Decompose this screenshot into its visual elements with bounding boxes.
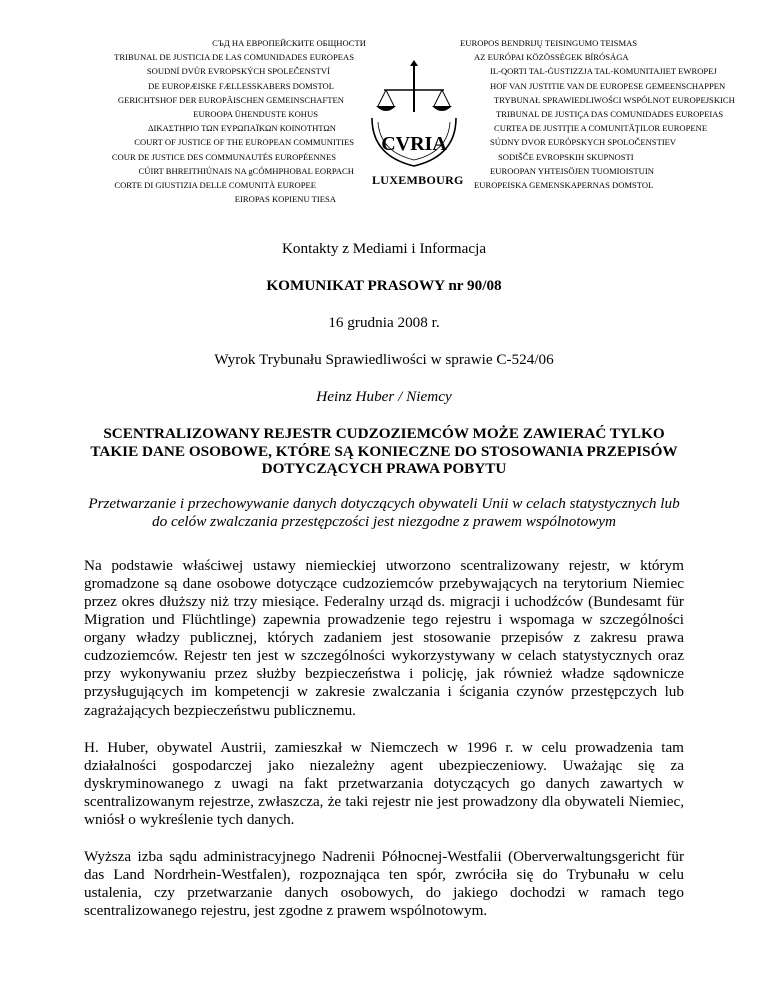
body-paragraph: Wyższa izba sądu administracyjnego Nadrenii Północnej-Westfalii (Oberverwaltungsgericht für das Land Nordrhein-Westfalen), rozpoznająca ten spór, zwróciła się do Trybunału w celu ustalenia, czy przetwarzanie danych osobowych, do jakiego dochodzi w ramach tego scentralizowanego rejestru, jest zgodne z prawem wspólnotowym. bbox=[84, 848, 684, 920]
court-name: IL-QORTI TAL-ĠUSTIZZJA TAL-KOMUNITAJIET EWROPEJ bbox=[490, 66, 717, 77]
curia-emblem-icon bbox=[364, 60, 464, 170]
court-name: TRIBUNAL DE JUSTICIA DE LAS COMUNIDADES EUROPEAS bbox=[114, 52, 354, 63]
press-release-title: KOMUNIKAT PRASOWY nr 90/08 bbox=[266, 277, 502, 294]
court-name: EUROOPA ÜHENDUSTE KOHUS bbox=[193, 108, 318, 119]
body-paragraph: Na podstawie właściwej ustawy niemieckiej utworzono scentralizowany rejestr, w którym gromadzone są dane osobowe dotyczące cudzoziemców przebywających na terytorium Niemiec przez okres dłuższy niż trzy miesiące. Federalny urząd ds. migracji i uchodźców (Bundesamt für Migration und Flüchtlinge) zapewnia prowadzenie tego rejestru i wspomaga w szczególności organy władzy publicznej, których zadaniem jest stosowanie przepisów z zakresu prawa cudzoziemców. Rejestr ten jest w szczególności wykorzystywany w celach statystycznych oraz przy wykonywaniu przez służby bezpieczeństwa i policję, jak również władze sądownicze przysługujących im kompetencji w zakresie zwalczania i ścigania czynów przestępczych lub zagrażających bezpieczeństwu publicznemu. bbox=[84, 556, 684, 719]
body-paragraph: H. Huber, obywatel Austrii, zamieszkał w Niemczech w 1996 r. w celu prowadzenia tam działalności gospodarczej jako niezależny agent ubezpieczeniowy. Uważając się za dyskryminowanego z uwagi na fakt przetwarzania dotyczących go danych zawartych w scentralizowanym rejestrze, zwłaszcza, że taki rejestr nie jest prowadzony dla obywateli Niemiec, wniósł o wykreślenie tych danych. bbox=[84, 738, 684, 828]
court-name: DE EUROPÆISKE FÆLLESSKABERS DOMSTOL bbox=[148, 80, 334, 91]
court-name: CORTE DI GIUSTIZIA DELLE COMUNITÀ EUROPEE bbox=[114, 179, 316, 190]
headline: SCENTRALIZOWANY REJESTR CUDZOZIEMCÓW MOŻE ZAWIERAĆ TYLKO TAKIE DANE OSOBOWE, KTÓRE SĄ KONIECZNE DO STOSOWANIA PRZEPISÓW DOTYCZĄCYCH PRAWA POBYTU bbox=[90, 425, 678, 478]
court-name: COURT OF JUSTICE OF THE EUROPEAN COMMUNITIES bbox=[134, 137, 354, 148]
court-name: CÚIRT BHREITHIÚNAIS NA gCÓMHPHOBAL EORPACH bbox=[138, 165, 354, 176]
court-name: TRYBUNAŁ SPRAWIEDLIWOŚCI WSPÓLNOT EUROPEJSKICH bbox=[494, 94, 735, 105]
court-name: EUROPOS BENDRIJŲ TEISINGUMO TEISMAS bbox=[460, 38, 638, 48]
court-name: CURTEA DE JUSTIŢIE A COMUNITĂŢILOR EUROPENE bbox=[494, 123, 708, 134]
court-name: ΔΙΚΑΣΤΗΡΙΟ ΤΩΝ ΕΥΡΩΠΑΪΚΩΝ ΚΟΙΝΟΤΗΤΩΝ bbox=[147, 123, 336, 134]
court-name: EUROOPAN YHTEISÖJEN TUOMIOISTUIN bbox=[490, 165, 654, 176]
court-name: AZ EURÓPAI KÖZÖSSÉGEK BÍRÓSÁGA bbox=[474, 52, 629, 63]
court-name: SOUDNÍ DVŮR EVROPSKÝCH SPOLEČENSTVÍ bbox=[146, 66, 330, 77]
letterhead bbox=[0, 0, 768, 220]
court-name: SODIŠČE EVROPSKIH SKUPNOSTI bbox=[498, 151, 634, 162]
court-name: СЪД НА ЕВРОПЕЙСКИТЕ ОБЩНОСТИ bbox=[212, 38, 366, 48]
court-names-right bbox=[460, 36, 735, 192]
press-release bbox=[84, 240, 684, 936]
court-names-left bbox=[112, 36, 366, 206]
court-name: EUROPEISKA GEMENSKAPERNAS DOMSTOL bbox=[474, 179, 654, 190]
case-parties: Heinz Huber / Niemcy bbox=[316, 388, 452, 405]
court-name: COUR DE JUSTICE DES COMMUNAUTÉS EUROPÉENNES bbox=[111, 151, 336, 162]
court-name: TRIBUNAL DE JUSTIÇA DAS COMUNIDADES EUROPEIAS bbox=[496, 108, 724, 119]
court-name: GERICHTSHOF DER EUROPÄISCHEN GEMEINSCHAFTEN bbox=[117, 94, 344, 105]
court-name: HOF VAN JUSTITIE VAN DE EUROPESE GEMEENSCHAPPEN bbox=[490, 80, 726, 91]
subheadline: Przetwarzanie i przechowywanie danych dotyczących obywateli Unii w celach statystycznych lub do celów zwalczania przestępczości jest niezgodne z prawem wspólnotowym bbox=[88, 494, 680, 530]
department-label: Kontakty z Mediami i Informacja bbox=[281, 240, 487, 257]
logo-text: CVRIA bbox=[381, 133, 447, 155]
location-label: LUXEMBOURG bbox=[372, 173, 464, 187]
judgment-line: Wyrok Trybunału Sprawiedliwości w sprawie C-524/06 bbox=[214, 351, 554, 368]
court-name: SÚDNY DVOR EURÓPSKYCH SPOLOČENSTIEV bbox=[490, 137, 677, 148]
court-name: EIROPAS KOPIENU TIESA bbox=[234, 194, 336, 205]
release-date: 16 grudnia 2008 r. bbox=[328, 314, 440, 331]
